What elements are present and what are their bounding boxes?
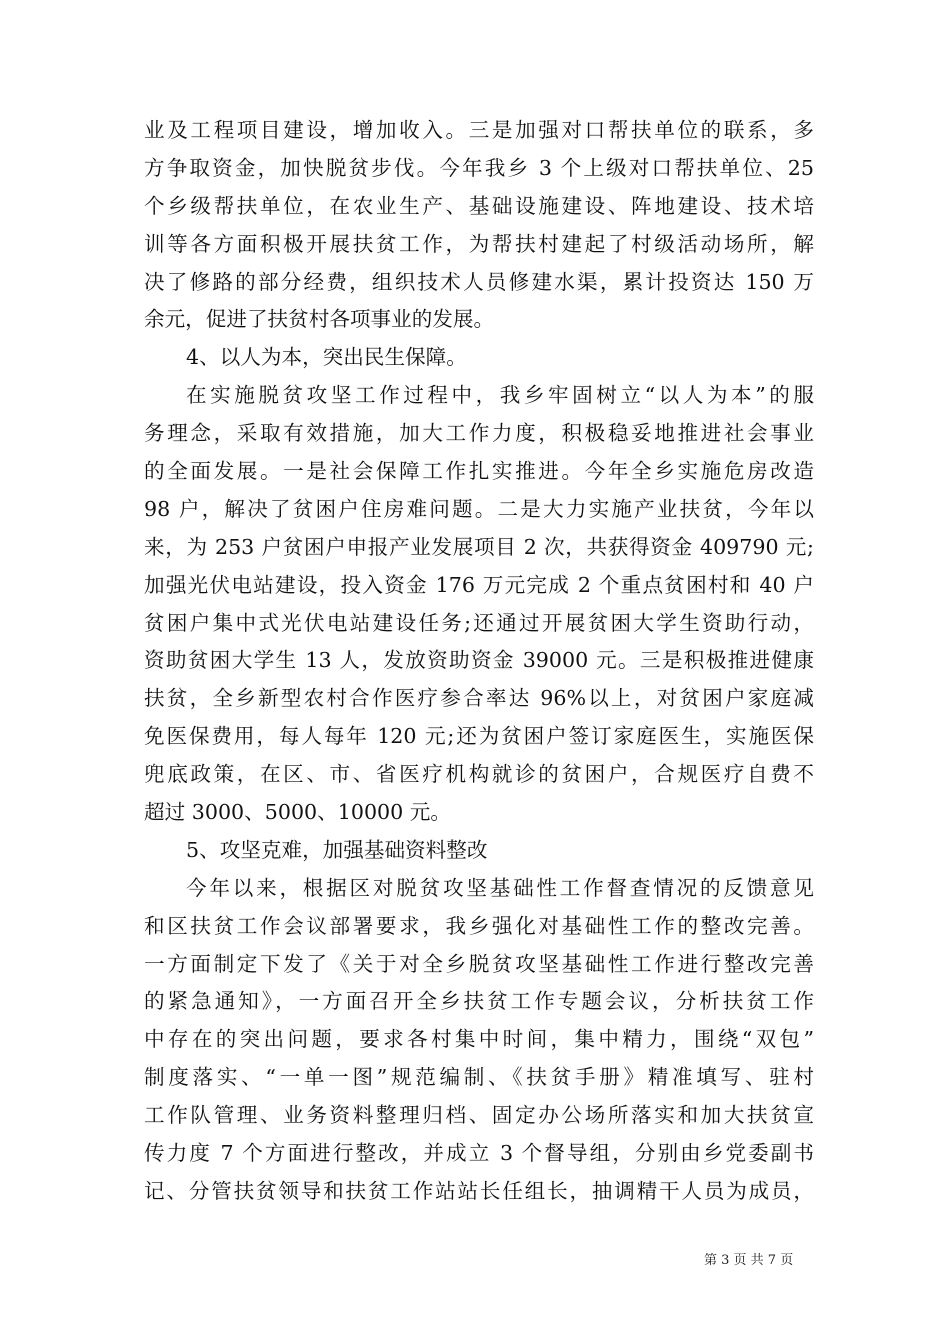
text-line: 在实施脱贫攻坚工作过程中，我乡牢固树立“以人为本”的服 [186, 383, 814, 408]
text-line: 业及工程项目建设，增加收入。三是加强对口帮扶单位的联系，多 [144, 118, 814, 142]
text-line: 来，为 253 户贫困户申报产业发展项目 2 次，共获得资金 409790 元; [144, 534, 814, 559]
text-line: 决了修路的部分经费，组织技术人员修建水渠，累计投资达 150 万 [144, 269, 814, 294]
text-line: 加强光伏电站建设，投入资金 176 万元完成 2 个重点贫困村和 40 户 [144, 572, 814, 597]
text-line: 工作队管理、业务资料整理归档、固定办公场所落实和加大扶贫宣 [144, 1103, 814, 1128]
section-heading: 5、攻坚克难，加强基础资料整改 [186, 837, 488, 862]
text-line: 务理念，采取有效措施，加大工作力度，积极稳妥地推进社会事业 [144, 421, 814, 446]
text-line: 一方面制定下发了《关于对全乡脱贫攻坚基础性工作进行整改完善 [144, 951, 814, 976]
text-line: 训等各方面积极开展扶贫工作，为帮扶村建起了村级活动场所，解 [144, 231, 814, 256]
section-heading: 4、以人为本，突出民生保障。 [186, 345, 467, 370]
text-line: 免医保费用，每人每年 120 元;还为贫困户签订家庭医生，实施医保 [144, 724, 814, 749]
text-line: 贫困户集中式光伏电站建设任务;还通过开展贫困大学生资助行动， [144, 610, 814, 635]
text-line: 余元，促进了扶贫村各项事业的发展。 [144, 307, 495, 332]
text-line: 的全面发展。一是社会保障工作扎实推进。今年全乡实施危房改造 [144, 459, 814, 484]
text-line: 今年以来，根据区对脱贫攻坚基础性工作督查情况的反馈意见 [186, 875, 814, 900]
text-line: 和区扶贫工作会议部署要求，我乡强化对基础性工作的整改完善。 [144, 913, 814, 938]
text-line: 传力度 7 个方面进行整改，并成立 3 个督导组，分别由乡党委副书 [144, 1141, 814, 1166]
text-line: 扶贫，全乡新型农村合作医疗参合率达 96%以上，对贫困户家庭减 [144, 686, 814, 711]
text-line: 方争取资金，加快脱贫步伐。今年我乡 3 个上级对口帮扶单位、25 [144, 155, 814, 180]
document-body [144, 112, 814, 1211]
text-line: 超过 3000、5000、10000 元。 [144, 800, 451, 825]
text-line: 兜底政策，在区、市、省医疗机构就诊的贫困户，合规医疗自费不 [144, 762, 814, 787]
text-line: 中存在的突出问题，要求各村集中时间，集中精力，围绕“双包” [144, 1027, 814, 1052]
text-line: 的紧急通知》，一方面召开全乡扶贫工作专题会议，分析扶贫工作 [144, 989, 814, 1014]
text-line: 制度落实、“一单一图”规范编制、《扶贫手册》精准填写、驻村 [144, 1065, 814, 1090]
text-line: 98 户，解决了贫困户住房难问题。二是大力实施产业扶贫，今年以 [144, 496, 814, 521]
text-line: 资助贫困大学生 13 人，发放资助资金 39000 元。三是积极推进健康 [144, 648, 814, 673]
text-line: 记、分管扶贫领导和扶贫工作站站长任组长，抽调精干人员为成员， [144, 1178, 814, 1203]
text-line: 个乡级帮扶单位，在农业生产、基础设施建设、阵地建设、技术培 [144, 193, 814, 218]
page-number: 第 3 页 共 7 页 [704, 1253, 794, 1268]
